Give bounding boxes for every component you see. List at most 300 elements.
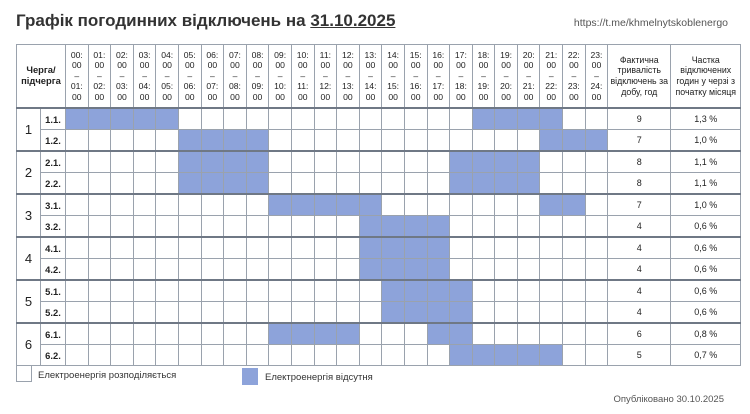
hour-header [111,45,134,109]
hour-cell-power [201,345,224,366]
hour-cell-power [66,194,89,216]
hour-header-part: 22: [567,49,580,60]
hour-cell-power [563,345,586,366]
hour-cell-power [427,108,450,130]
hour-header-part: – [322,70,328,81]
hour-cell-power [88,259,111,281]
hour-header-part: – [232,70,238,81]
hour-cell-power [337,216,360,238]
hour-cell-power [111,323,134,345]
hour-cell-outage [495,151,518,173]
hour-cell-outage [404,216,427,238]
hour-cell-power [472,323,495,345]
hour-cell-power [156,323,179,345]
hour-header-part: 00 [410,91,421,102]
hour-header-part: 14: [387,49,400,60]
hour-header [517,45,540,109]
schedule-row [17,151,741,173]
hour-header-part: 16: [432,49,445,60]
hour-header-part: 00 [569,60,579,71]
hour-header-part: 01: [93,49,106,60]
hour-cell-power [291,108,314,130]
hour-cell-outage [224,151,247,173]
outage-share: 1,1 % [671,173,741,195]
hour-cell-power [359,151,382,173]
legend-power-on-label: Електроенергія розподіляється [38,370,177,381]
hour-cell-power [133,216,156,238]
hour-header-part: – [435,70,441,81]
outage-share: 0,6 % [671,237,741,259]
outage-duration: 6 [608,323,671,345]
hour-header-part: 21: [545,49,558,60]
schedule-body [17,108,741,366]
hour-cell-power [269,280,292,302]
hour-header-part: 00 [117,91,127,102]
hour-cell-power [291,151,314,173]
hour-header [427,45,450,109]
hour-cell-power [201,237,224,259]
hour-header-part: 23: [567,81,580,92]
hour-cell-outage [314,194,337,216]
hour-header-part: 20: [522,49,535,60]
hour-cell-power [133,323,156,345]
hour-cell-power [382,130,405,152]
hour-cell-outage [246,151,269,173]
hour-cell-power [66,280,89,302]
hour-header [359,45,382,109]
legend-swatch-power-off [242,368,258,385]
hour-cell-power [450,237,473,259]
hour-header-part: – [345,70,351,81]
hour-cell-power [269,216,292,238]
hour-header-part: 13: [364,49,377,60]
hour-header [314,45,337,109]
hour-cell-power [156,194,179,216]
hour-cell-power [156,173,179,195]
subqueue-label: 2.2. [41,173,66,195]
hour-header-part: 00 [456,91,466,102]
hour-cell-power [585,323,608,345]
hour-cell-power [156,345,179,366]
hour-cell-power [495,130,518,152]
outage-schedule-table [16,44,741,366]
hour-cell-power [585,237,608,259]
hour-cell-power [224,194,247,216]
hour-header-part: 00 [184,91,195,102]
hour-cell-power [269,173,292,195]
hour-cell-outage [472,173,495,195]
hour-cell-power [563,237,586,259]
hour-cell-outage [337,323,360,345]
schedule-row [17,216,741,238]
hour-cell-power [314,130,337,152]
hour-header-part: 00 [297,60,308,71]
hour-cell-power [517,237,540,259]
hour-header [472,45,495,109]
hour-cell-power [156,302,179,324]
hour-cell-outage [359,259,382,281]
hour-cell-power [133,194,156,216]
hour-header-part: 00 [343,60,353,71]
hour-header-part: 10: [274,81,287,92]
outage-duration: 7 [608,130,671,152]
hour-header-part: 16: [409,81,422,92]
hour-cell-power [563,173,586,195]
hour-cell-power [585,345,608,366]
hour-cell-power [224,280,247,302]
hour-cell-power [178,108,201,130]
hour-cell-power [404,151,427,173]
hour-cell-power [246,259,269,281]
hour-cell-outage [382,216,405,238]
hour-cell-power [88,280,111,302]
hour-header-part: 19: [500,49,513,60]
legend-swatch-power-on [16,365,32,382]
hour-header-part: 00 [388,60,398,71]
schedule-row [17,130,741,152]
outage-duration: 8 [608,151,671,173]
hour-cell-power [585,259,608,281]
hour-cell-power [359,173,382,195]
hour-cell-power [382,323,405,345]
hour-cell-power [66,259,89,281]
hour-cell-power [472,130,495,152]
hour-header-part: – [300,70,306,81]
hour-header-part: 00 [320,60,331,71]
hour-cell-power [337,237,360,259]
subqueue-label: 3.2. [41,216,66,238]
hour-cell-power [246,323,269,345]
hour-cell-outage [359,216,382,238]
hour-cell-power [337,259,360,281]
hour-header-part: 09: [251,81,264,92]
hour-cell-power [472,216,495,238]
hour-cell-power [495,259,518,281]
hour-cell-outage [359,194,382,216]
hour-cell-power [269,237,292,259]
outage-share: 1,0 % [671,194,741,216]
hour-cell-power [314,345,337,366]
hour-cell-outage [178,173,201,195]
hour-header [178,45,201,109]
hour-cell-outage [450,280,473,302]
hour-header-part: – [548,70,554,81]
hour-header [585,45,608,109]
hour-cell-power [178,345,201,366]
hour-cell-power [133,302,156,324]
hour-header [382,45,405,109]
hour-cell-power [66,216,89,238]
legend-power-off-label: Електроенергія відсутня [265,372,373,383]
hour-header-part: 21: [522,81,535,92]
subqueue-label: 2.1. [41,151,66,173]
hour-cell-power [359,345,382,366]
hour-header-part: 05: [183,49,196,60]
hour-cell-power [178,194,201,216]
hour-cell-outage [404,237,427,259]
hour-header-part: 18: [477,49,490,60]
hour-cell-power [88,302,111,324]
subqueue-label: 5.1. [41,280,66,302]
hour-cell-power [540,237,563,259]
hour-cell-power [88,194,111,216]
hour-cell-outage [133,108,156,130]
hour-header-part: 00 [94,60,105,71]
hour-header-part: 20: [500,81,513,92]
hour-header [88,45,111,109]
hour-header-part: 12: [319,81,332,92]
hour-cell-power [382,345,405,366]
schedule-row [17,345,741,366]
hour-cell-power [540,323,563,345]
hour-cell-power [540,151,563,173]
hour-cell-outage [517,345,540,366]
hour-cell-outage [382,259,405,281]
hour-cell-power [585,194,608,216]
hour-header-part: 00 [139,60,150,71]
hour-cell-power [517,302,540,324]
hour-header-part: – [481,70,486,81]
hour-cell-power [585,151,608,173]
hour-cell-power [337,345,360,366]
hour-cell-power [88,173,111,195]
hour-cell-power [66,130,89,152]
queue-group-label: 2 [17,151,41,194]
hour-cell-power [495,194,518,216]
hour-cell-power [359,130,382,152]
hour-header-part: 13: [341,81,354,92]
hour-cell-power [291,173,314,195]
hour-header-part: 02: [93,81,106,92]
subqueue-label: 1.2. [41,130,66,152]
hour-cell-power [224,345,247,366]
hour-cell-outage [585,130,608,152]
hour-cell-power [382,151,405,173]
hour-header-part: 17: [454,49,467,60]
hour-cell-outage [178,130,201,152]
hour-cell-power [337,280,360,302]
hour-cell-power [178,259,201,281]
channel-link[interactable]: https://t.me/khmelnytskoblenergo [573,17,728,29]
hour-header-part: 07: [228,49,241,60]
hour-cell-power [563,323,586,345]
hour-cell-power [495,237,518,259]
hour-cell-outage [337,194,360,216]
hour-cell-power [111,302,134,324]
hour-cell-power [291,237,314,259]
outage-duration: 4 [608,259,671,281]
hour-header-part: 00 [162,60,172,71]
hour-header-part: – [368,70,373,81]
hour-cell-power [404,130,427,152]
schedule-row [17,173,741,195]
hour-cell-outage [382,280,405,302]
hour-cell-power [404,323,427,345]
hour-cell-power [404,194,427,216]
hour-cell-power [201,216,224,238]
hour-header [540,45,563,109]
hour-cell-power [224,323,247,345]
hour-cell-power [382,108,405,130]
hour-cell-power [337,151,360,173]
hour-cell-power [495,280,518,302]
hour-header [133,45,156,109]
hour-cell-power [246,216,269,238]
hour-cell-outage [540,130,563,152]
hour-cell-power [269,259,292,281]
hour-header-part: 11: [319,49,331,60]
hour-cell-power [359,108,382,130]
hour-cell-power [178,323,201,345]
hour-header-part: – [594,70,599,81]
hour-header-part: 00 [207,91,218,102]
hour-cell-power [156,151,179,173]
hour-header-part: 04: [161,49,174,60]
outage-duration: 7 [608,194,671,216]
queue-group-label: 4 [17,237,41,280]
hour-cell-outage [540,108,563,130]
outage-duration: 4 [608,280,671,302]
hour-cell-outage [540,345,563,366]
hour-cell-outage [201,173,224,195]
hour-cell-power [450,108,473,130]
hour-header-part: 00 [456,60,466,71]
hour-cell-outage [427,237,450,259]
hour-cell-outage [472,345,495,366]
schedule-row [17,259,741,281]
hour-header-part: 08: [228,81,241,92]
hours-header-row [17,45,741,109]
hour-header-part: 00 [569,91,579,102]
hour-cell-power [111,151,134,173]
hour-header-part: 10: [296,49,309,60]
hour-cell-power [585,173,608,195]
schedule-row [17,323,741,345]
hour-cell-power [133,345,156,366]
hour-cell-power [111,216,134,238]
hour-cell-power [66,323,89,345]
hour-cell-outage [201,151,224,173]
title-date: 31.10.2025 [310,11,396,30]
hour-header-part: 00 [94,91,105,102]
hour-header-part: – [164,70,170,81]
hour-cell-power [246,302,269,324]
hour-cell-power [66,345,89,366]
hour-header-part: 12: [341,49,354,60]
hour-header-part: 02: [116,49,128,60]
hour-cell-outage [450,151,473,173]
hour-cell-power [382,194,405,216]
hour-cell-power [178,280,201,302]
hour-cell-outage [382,302,405,324]
hour-header-part: – [74,70,80,81]
hour-cell-power [111,345,134,366]
hour-cell-power [133,130,156,152]
hour-header-part: 00: [70,49,83,60]
hour-cell-power [291,216,314,238]
duration-column-header: Фактична тривалість відключень за добу, год [608,45,671,109]
hour-header-part: 05: [161,81,174,92]
hour-header-part: 00 [275,60,285,71]
hour-cell-power [224,302,247,324]
hour-cell-power [427,194,450,216]
subqueue-label: 4.1. [41,237,66,259]
hour-header-part: 09: [274,49,287,60]
hour-header-part: 00 [72,60,82,71]
hour-cell-outage [224,130,247,152]
hour-cell-power [88,345,111,366]
hour-cell-power [201,194,224,216]
subqueue-label: 4.2. [41,259,66,281]
hour-cell-power [314,108,337,130]
hour-cell-power [382,173,405,195]
schedule-row [17,108,741,130]
hour-cell-power [404,345,427,366]
hour-header-part: 19: [477,81,490,92]
hour-cell-power [224,237,247,259]
hour-cell-outage [382,237,405,259]
hour-cell-power [314,151,337,173]
hour-header-part: 17: [432,81,445,92]
hour-cell-outage [427,302,450,324]
hour-header-part: 00 [410,60,421,71]
outage-share: 0,8 % [671,323,741,345]
hour-cell-power [291,130,314,152]
hour-cell-outage [540,194,563,216]
hour-cell-power [201,323,224,345]
hour-cell-outage [404,280,427,302]
hour-cell-power [359,302,382,324]
hour-cell-power [427,130,450,152]
hour-cell-power [404,173,427,195]
hour-cell-outage [472,151,495,173]
hour-cell-power [111,237,134,259]
hour-cell-power [540,216,563,238]
hour-cell-outage [517,108,540,130]
queue-column-header: Черга/ підчерга [17,45,66,109]
hour-cell-outage [178,151,201,173]
hour-cell-power [133,237,156,259]
hour-cell-power [517,280,540,302]
hour-header-part: – [458,70,464,81]
hour-header [156,45,179,109]
hour-cell-power [563,302,586,324]
hour-cell-power [314,259,337,281]
subqueue-label: 6.1. [41,323,66,345]
outage-share: 0,7 % [671,345,741,366]
hour-header-part: 00 [72,91,82,102]
hour-cell-outage [269,323,292,345]
hour-cell-power [269,108,292,130]
hour-cell-power [472,302,495,324]
schedule-row [17,237,741,259]
outage-share: 0,6 % [671,216,741,238]
outage-duration: 9 [608,108,671,130]
queue-group-label: 6 [17,323,41,366]
hour-cell-power [337,173,360,195]
hour-cell-power [88,323,111,345]
hour-header-part: – [209,70,215,81]
hour-header-part: 00 [433,60,444,71]
hour-header-part: 00 [275,91,285,102]
hour-header-part: 00 [365,91,376,102]
hour-header-part: 00 [388,91,398,102]
outage-share: 0,6 % [671,302,741,324]
hour-header-part: – [390,70,396,81]
hour-header-part: 00 [478,91,489,102]
hour-cell-power [224,216,247,238]
hour-cell-power [472,280,495,302]
